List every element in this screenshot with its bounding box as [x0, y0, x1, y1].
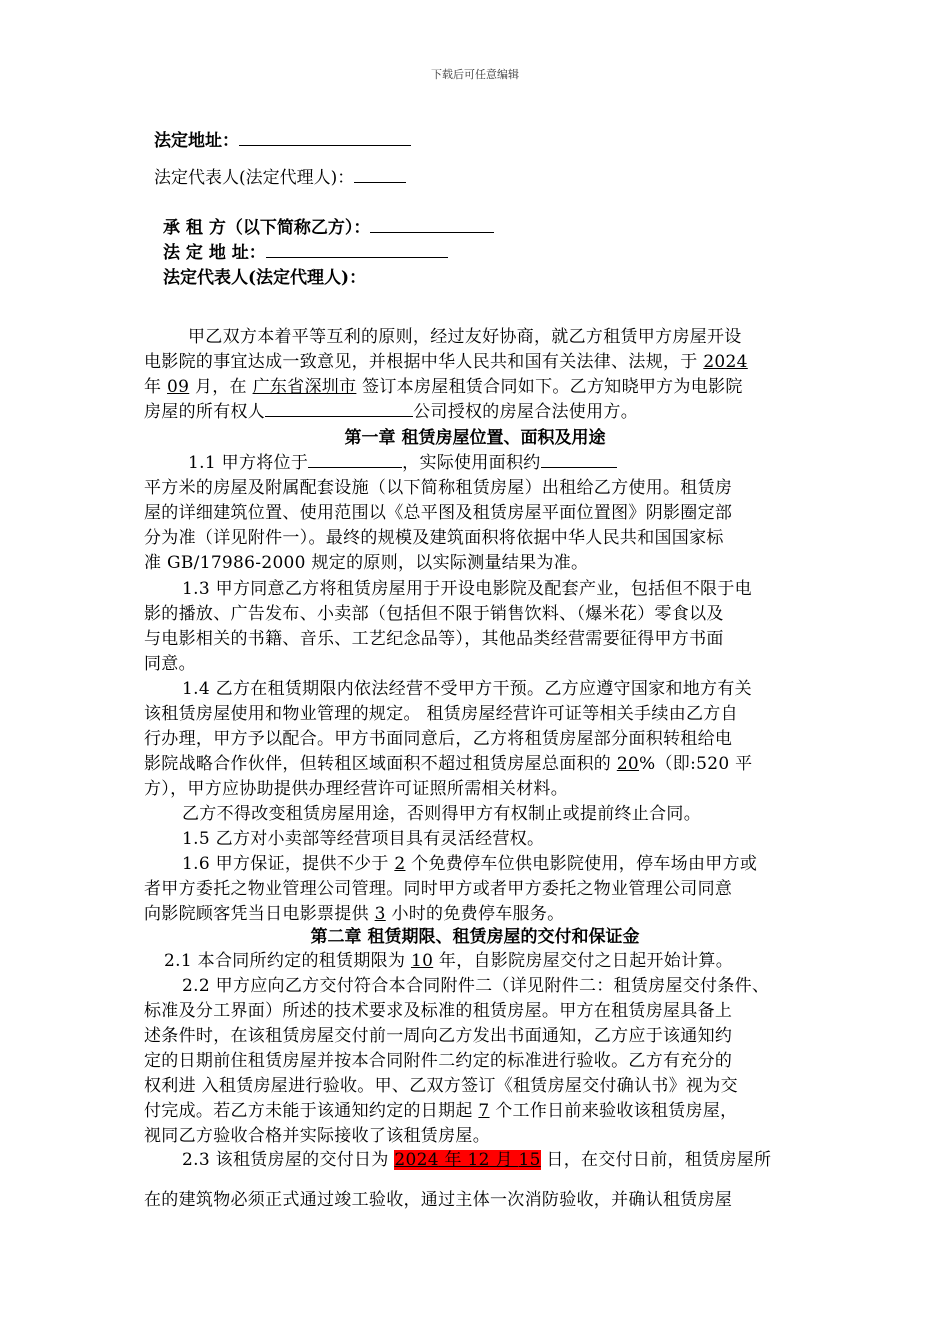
p13-line-1: 1.3 甲方同意乙方将租赁房屋用于开设电影院及配套产业，包括但不限于电 [182, 579, 752, 599]
p22-line-4: 定的日期前住租赁房屋并按本合同附件二约定的标准进行验收。乙方有充分的 [144, 1051, 733, 1071]
parking-count: 2 [394, 854, 406, 874]
party-b-lessee-label: 承 租 方（以下简称乙方）： [163, 218, 371, 238]
location-blank [308, 451, 402, 468]
party-b-address-label: 法 定 地 址： [163, 243, 266, 263]
lease-years: 10 [410, 951, 434, 971]
parking-hours: 3 [374, 904, 386, 924]
party-b-lessee [163, 213, 494, 238]
delivery-day: 15 [518, 1150, 541, 1170]
p11-line-2: 平方米的房屋及附属配套设施（以下简称租赁房屋）出租给乙方使用。租赁房 [144, 478, 733, 498]
p11-line-3: 屋的详细建筑位置、使用范围以《总平图及租赁房屋平面位置图》阴影圈定部 [144, 503, 733, 523]
acceptance-days: 7 [478, 1101, 490, 1121]
party-b-rep [163, 263, 366, 288]
intro-month: 09 [167, 377, 190, 397]
p23-line-1: 2.3 该租赁房屋的交付日为 2024 年 12 月 15 日，在交付日前，租赁房屋所 [182, 1150, 772, 1170]
party-a-rep [154, 163, 406, 188]
intro-line-1: 甲乙双方本着平等互利的原则，经过友好协商，就乙方租赁甲方房屋开设 [188, 327, 742, 347]
page-header: 下载后可任意编辑 [431, 68, 519, 81]
p14-line-2: 该租赁房屋使用和物业管理的规定。 租赁房屋经营许可证等相关手续由乙方自 [144, 704, 738, 724]
intro-line-3: 年 09 月，在 广东省深圳市 签订本房屋租赁合同如下。乙方知晓甲方为电影院 [144, 377, 743, 397]
intro-place: 广东省深圳市 [252, 377, 357, 397]
p11-line-4: 分为准（详见附件一）。最终的规模及建筑面积将依据中华人民共和国国家标 [144, 528, 724, 548]
p22-line-2: 标准及分工界面）所述的技术要求及标准的租赁房屋。甲方在租赁房屋具备上 [144, 1001, 733, 1021]
p16-line-1: 1.6 甲方保证，提供不少于 2 个免费停车位供电影院使用，停车场由甲方或 [182, 854, 758, 874]
party-a-address [154, 126, 411, 151]
intro-line-4: 房屋的所有权人 公司授权的房屋合法使用方。 [144, 402, 639, 422]
party-b-address [163, 238, 448, 263]
p14-line-3: 行办理，甲方予以配合。甲方书面同意后，乙方将租赁房屋部分面积转租给电 [144, 729, 733, 749]
party-b-rep-label: 法定代表人(法定代理人)： [163, 268, 367, 288]
delivery-year: 2024 [394, 1150, 439, 1170]
p11-line-1: 1.1 甲方将位于 ，实际使用面积约 [188, 448, 617, 473]
party-a-rep-blank [354, 166, 406, 183]
p13-line-2: 影的播放、广告发布、小卖部（包括但不限于销售饮料、（爆米花）零食以及 [144, 604, 724, 624]
p22-line-3: 述条件时，在该租赁房屋交付前一周向乙方发出书面通知，乙方应于该通知约 [144, 1026, 733, 1046]
chapter-1-title: 第一章 租赁房屋位置、面积及用途 [344, 428, 606, 448]
party-a-rep-label: 法定代表人(法定代理人)： [154, 168, 355, 188]
party-a-address-label: 法定地址： [154, 131, 239, 151]
sublease-percent: 20 [616, 754, 640, 774]
chapter-2-title: 第二章 租赁期限、租赁房屋的交付和保证金 [310, 927, 640, 947]
p22-line-1: 2.2 甲方应向乙方交付符合本合同附件二（详见附件二：租赁房屋交付条件、 [182, 976, 770, 996]
p16-line-2: 者甲方委托之物业管理公司管理。同时甲方或者甲方委托之物业管理公司同意 [144, 879, 733, 899]
owner-blank [265, 400, 413, 417]
p14-line-1: 1.4 乙方在租赁期限内依法经营不受甲方干预。乙方应遵守国家和地方有关 [182, 679, 752, 699]
p13-line-4: 同意。 [144, 654, 196, 674]
party-b-address-blank [266, 241, 448, 258]
p15-line: 1.5 乙方对小卖部等经营项目具有灵活经营权。 [182, 829, 545, 849]
area-blank [541, 451, 617, 468]
intro-line-2: 电影院的事宜达成一致意见，并根据中华人民共和国有关法律、法规，于 2024 [144, 352, 748, 372]
p22-line-5: 权利进 入租赁房屋进行验收。甲、乙双方签订《租赁房屋交付确认书》视为交 [144, 1076, 738, 1096]
p14-line-4: 影院战略合作伙伴，但转租区域面积不超过租赁房屋总面积的 20%（即:520 平 [144, 754, 753, 774]
p14-line-5: 方），甲方应协助提供办理经营许可证照所需相关材料。 [144, 779, 568, 799]
party-a-address-blank [239, 129, 411, 146]
p16-line-3: 向影院顾客凭当日电影票提供 3 小时的免费停车服务。 [144, 904, 565, 924]
intro-year: 2024 [703, 352, 748, 372]
p11-line-5: 准 GB/17986-2000 规定的原则，以实际测量结果为准。 [144, 553, 589, 573]
p14-line-6: 乙方不得改变租赁房屋用途，否则得甲方有权制止或提前终止合同。 [182, 804, 701, 824]
p23-line-2: 在的建筑物必须正式通过竣工验收，通过主体一次消防验收，并确认租赁房屋 [144, 1190, 733, 1210]
p21-line: 2.1 本合同所约定的租赁期限为 10 年，自影院房屋交付之日起开始计算。 [164, 951, 733, 971]
party-b-lessee-blank [370, 216, 494, 233]
p22-line-6: 付完成。若乙方未能于该通知约定的日期起 7 个工作日前来验收该租赁房屋， [144, 1101, 738, 1121]
p13-line-3: 与电影相关的书籍、音乐、工艺纪念品等），其他品类经营需要征得甲方书面 [144, 629, 724, 649]
delivery-month: 12 [467, 1150, 490, 1170]
p22-line-7: 视同乙方验收合格并实际接收了该租赁房屋。 [144, 1126, 490, 1146]
